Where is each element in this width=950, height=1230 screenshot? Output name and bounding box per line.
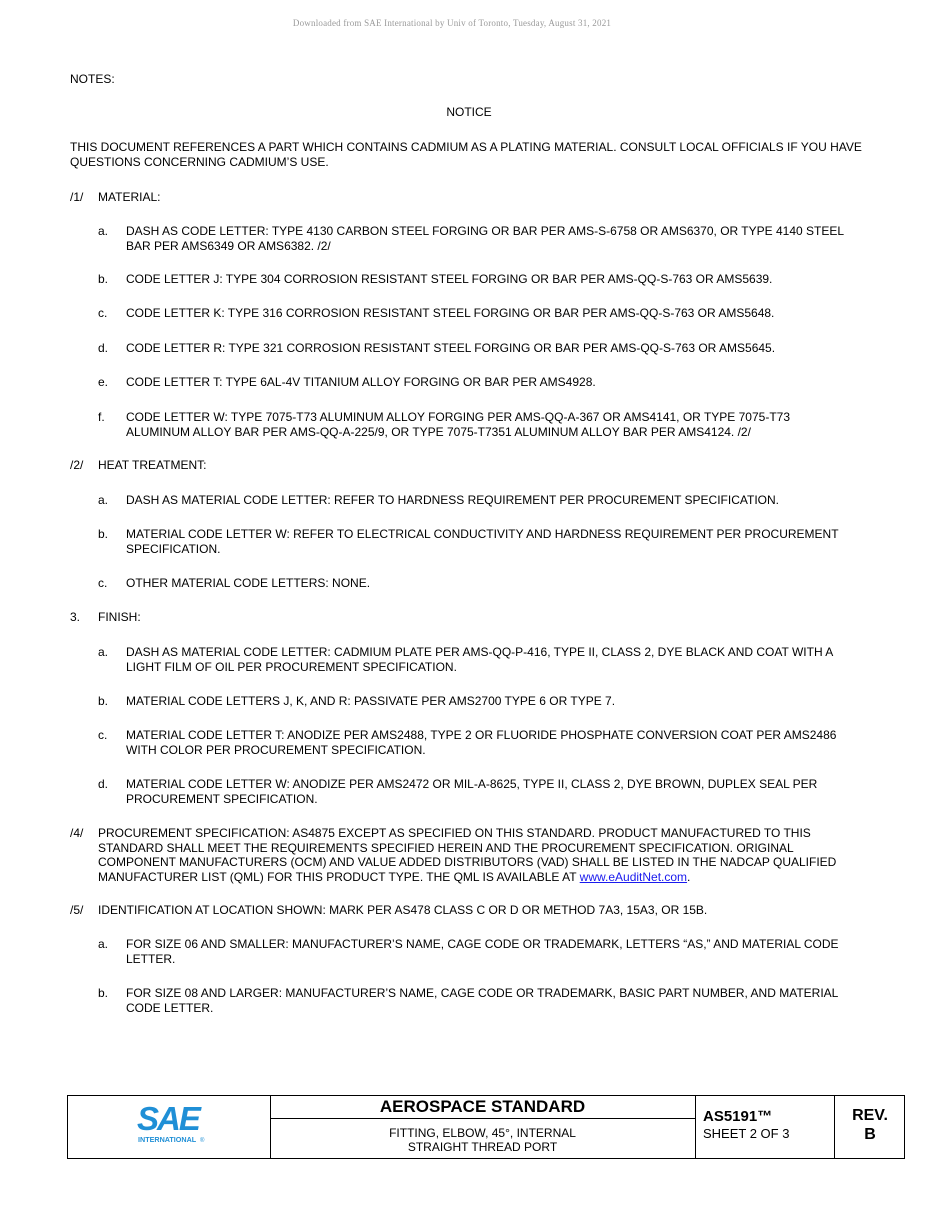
notes-heading: NOTES: — [70, 72, 115, 86]
list-item: CODE LETTER T: TYPE 6AL-4V TITANIUM ALLOY FORGING OR BAR PER AMS4928. — [126, 375, 596, 389]
list-item: CODE LETTER K: TYPE 316 CORROSION RESISTANT STEEL FORGING OR BAR PER AMS-QQ-S-763 OR AMS5648. — [126, 306, 775, 320]
procurement-period: . — [687, 869, 691, 884]
procurement-paragraph — [98, 826, 850, 884]
list-item: MATERIAL CODE LETTER W: ANODIZE PER AMS2472 OR MIL-A-8625, TYPE II, CLASS 2, DYE BROWN, DUPLEX SEAL PER PROCUREMENT SPECIFICATION. — [126, 777, 818, 806]
item-letter: c. — [98, 728, 108, 742]
list-item: OTHER MATERIAL CODE LETTERS: NONE. — [126, 576, 371, 590]
section-title: MATERIAL: — [98, 190, 161, 204]
title-block — [67, 1095, 905, 1159]
item-letter: c. — [98, 576, 108, 590]
list-item: FOR SIZE 06 AND SMALLER: MANUFACTURER’S NAME, CAGE CODE OR TRADEMARK, LETTERS “AS,” AND MATERIAL CODE LETTER. — [126, 937, 839, 966]
title-cell — [270, 1096, 696, 1158]
item-letter: b. — [98, 986, 109, 1000]
sae-logo-icon — [136, 1101, 206, 1145]
section-title: IDENTIFICATION AT LOCATION SHOWN: MARK PER AS478 CLASS C OR D OR METHOD 7A3, 15A3, OR 15B. — [98, 903, 708, 917]
item-letter: a. — [98, 493, 109, 507]
document-number-cell — [695, 1096, 835, 1158]
list-item: CODE LETTER R: TYPE 321 CORROSION RESISTANT STEEL FORGING OR BAR PER AMS-QQ-S-763 OR AMS5645. — [126, 341, 776, 355]
item-letter: a. — [98, 224, 109, 238]
revision-cell — [835, 1096, 905, 1158]
revision-value: B — [864, 1126, 876, 1143]
part-description-line1: FITTING, ELBOW, 45°, INTERNAL — [389, 1126, 576, 1140]
section-number: 3. — [70, 610, 81, 624]
item-letter: a. — [98, 937, 109, 951]
sae-logo-text: SAE — [137, 1101, 199, 1137]
item-letter: d. — [98, 341, 109, 355]
item-letter: c. — [98, 306, 108, 320]
notice-body: THIS DOCUMENT REFERENCES A PART WHICH CONTAINS CADMIUM AS A PLATING MATERIAL. CONSULT LOCAL OFFICIALS IF YOU HAVE QUESTIONS CONCERNING CADMIUM’S USE. — [70, 140, 862, 169]
notice-title: NOTICE — [446, 105, 492, 119]
eauditnet-link[interactable]: www.eAuditNet.com — [579, 869, 688, 884]
revision-label: REV. — [852, 1107, 888, 1124]
list-item: DASH AS CODE LETTER: TYPE 4130 CARBON STEEL FORGING OR BAR PER AMS-S-6758 OR AMS6370, OR TYPE 4140 STEEL BAR PER AMS6349 OR AMS6382. /2/ — [126, 224, 844, 253]
item-letter: b. — [98, 694, 109, 708]
list-item: CODE LETTER J: TYPE 304 CORROSION RESISTANT STEEL FORGING OR BAR PER AMS-QQ-S-763 OR AMS5639. — [126, 272, 773, 286]
section-title: HEAT TREATMENT: — [98, 458, 207, 472]
part-description — [270, 1119, 695, 1154]
list-item: MATERIAL CODE LETTER T: ANODIZE PER AMS2488, TYPE 2 OR FLUORIDE PHOSPHATE CONVERSION COAT PER AMS2486 WITH COLOR PER PROCUREMENT SPECIFICATION. — [126, 728, 837, 757]
list-item: MATERIAL CODE LETTER W: REFER TO ELECTRICAL CONDUCTIVITY AND HARDNESS REQUIREMENT PER PROCUREMENT SPECIFICATION. — [126, 527, 839, 556]
item-letter: b. — [98, 527, 109, 541]
document-number: AS5191™ — [703, 1108, 773, 1125]
part-description-line2: STRAIGHT THREAD PORT — [407, 1140, 558, 1154]
item-letter: b. — [98, 272, 109, 286]
list-item: CODE LETTER W: TYPE 7075-T73 ALUMINUM ALLOY FORGING PER AMS-QQ-A-367 OR AMS4141, OR TYPE 7075-T73 ALUMINUM ALLOY BAR PER AMS-QQ-A-225/9, OR TYPE 7075-T7351 ALUMINUM ALLOY BAR PER AMS4124. /2/ — [126, 410, 791, 439]
item-letter: a. — [98, 645, 109, 659]
list-item: FOR SIZE 08 AND LARGER: MANUFACTURER’S NAME, CAGE CODE OR TRADEMARK, BASIC PART NUMBER, AND MATERIAL CODE LETTER. — [126, 986, 838, 1015]
sheet-number: SHEET 2 OF 3 — [703, 1126, 790, 1141]
item-letter: f. — [98, 410, 105, 424]
section-number: /2/ — [70, 458, 84, 472]
standard-heading: AEROSPACE STANDARD — [270, 1096, 695, 1119]
sae-logo-registered: ® — [200, 1138, 205, 1144]
list-item: MATERIAL CODE LETTERS J, K, AND R: PASSIVATE PER AMS2700 TYPE 6 OR TYPE 7. — [126, 694, 616, 708]
list-item: DASH AS MATERIAL CODE LETTER: CADMIUM PLATE PER AMS-QQ-P-416, TYPE II, CLASS 2, DYE BLACK AND COAT WITH A LIGHT FILM OF OIL PER PROCUREMENT SPECIFICATION. — [126, 645, 833, 674]
sae-logo-subtext: INTERNATIONAL — [138, 1135, 197, 1144]
item-letter: d. — [98, 777, 109, 791]
section-number: /5/ — [70, 903, 84, 917]
item-letter: e. — [98, 375, 109, 389]
procurement-text: PROCUREMENT SPECIFICATION: AS4875 EXCEPT AS SPECIFIED ON THIS STANDARD. PRODUCT MANUFACTURED TO THIS STANDARD SHALL MEET THE REQUIREMENTS SPECIFIED HEREIN AND THE PROCUREMENT SPECIFICATION. ORIGINAL COMPONENT MANUFACTURERS (OCM) AND VALUE ADDED DISTRIBUTORS (VAD) SHALL BE LISTED IN THE NADCAP QUALIFIED MANUFACTURER LIST (QML) FOR THIS PRODUCT TYPE. THE QML IS AVAILABLE AT — [98, 826, 837, 884]
section-number: /4/ — [70, 826, 84, 840]
section-title: FINISH: — [98, 610, 141, 624]
section-number: /1/ — [70, 190, 84, 204]
download-banner: Downloaded from SAE International by Univ of Toronto, Tuesday, August 31, 2021 — [292, 18, 612, 28]
sae-logo-cell — [68, 1096, 271, 1158]
list-item: DASH AS MATERIAL CODE LETTER: REFER TO HARDNESS REQUIREMENT PER PROCUREMENT SPECIFICATION. — [126, 493, 779, 507]
